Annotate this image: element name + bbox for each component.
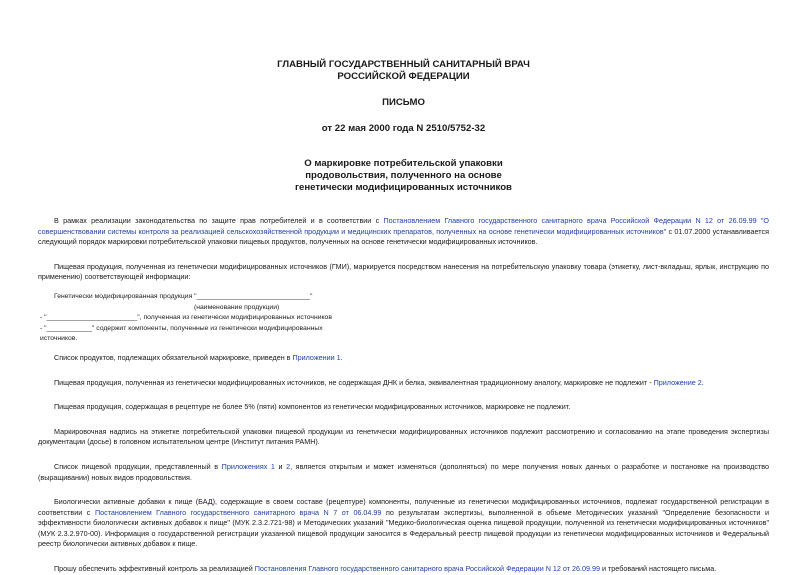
paragraph-3: Список продуктов, подлежащих обязательной маркировке, приведен в Приложении 1. bbox=[54, 352, 343, 362]
document-type: ПИСЬМО bbox=[382, 97, 425, 108]
link-resolution-12-b[interactable]: Постановления Главного государственного санитарного врача Российской Федерации N 12 от 26.09.99 bbox=[254, 564, 600, 574]
paragraph-5: Пищевая продукция, содержащая в рецептуре не более 5% (пяти) компонентов из генетически модифицированных источников, маркировке не подлежит. bbox=[54, 402, 571, 412]
link-resolution-7[interactable]: Постановлением Главного государственного санитарного врача N 7 от 06.04.99 bbox=[94, 507, 382, 517]
paragraph-6: Маркировочная надпись на этикетке потребительской упаковки пищевой продукции из генетически модифицированных источников подлежит рассмотрению и согласованию на этапе проведения экспертизы документации (досье) в головном испытательном центре (Институт питания РАМН). bbox=[38, 426, 769, 447]
form-line-4: - "____________" содержит компоненты, полученные из генетически модифицированных bbox=[40, 324, 323, 332]
issuer-line-2: РОССИЙСКОЙ ФЕДЕРАЦИИ bbox=[337, 71, 470, 82]
paragraph-1: В рамках реализации законодательства по защите прав потребителей и в соответствии с Постановлением Главного государственного санитарного врача Российской Федерации N 12 от 26.09.99 "О совершенствовании системы контроля за реализацией сельскохозяйственной продукции и медицинских препаратов, полученных на основе генетически модифицированных источников" с 01.07.2000 устанавливается следующий порядок маркировки потребительской упаковки пищевых продуктов, полученных на основе генетически модифицированных источников. bbox=[38, 216, 769, 247]
form-line-1: Генетически модифицированная продукция "______________________________" bbox=[54, 292, 313, 300]
paragraph-8: Биологически активные добавки к пище (БАД), содержащие в своем составе (рецептуре) компоненты, полученные из генетически модифицированных источников, подлежат государственной регистрации в соответствии с Постановлением Главного государственного санитарного врача N 7 от 06.04.99 по результатам экспертизы, выполненной в объеме Методических указаний "Определение безопасности и эффективности биологически активных добавок к пище" (МУК 2.3.2.721-98) и Методических указаний "Медико-биологическая оценка пищевой продукции, полученной из генетически модифицированных источников" (МУК 2.3.2.970-00). Информация о государственной регистрации указанной пищевой продукции заносится в Федеральный реестр пищевой продукции из генетически модифицированных источников и Федеральный реестр биологически активных добавок к пище. bbox=[38, 497, 769, 549]
form-line-2: (наименование продукции) bbox=[194, 303, 280, 311]
paragraph-7: Список пищевой продукции, представленный в Приложениях 1 и 2, является открытым и может изменяться (дополняться) по мере получения новых данных о разработке и постановке на производство (выращивании) новых видов продовольствия. bbox=[38, 461, 769, 482]
paragraph-2: Пищевая продукция, полученная из генетически модифицированных источников (ГМИ), маркируется посредством нанесения на потребительскую упаковку товара (этикетку, лист-вкладыш, ярлык, инструкцию по применению) соответствующей информации: bbox=[38, 261, 769, 282]
link-appendices-2[interactable]: 2 bbox=[286, 461, 291, 471]
link-appendix-2[interactable]: Приложение 2 bbox=[653, 377, 702, 387]
labeling-form-template bbox=[38, 292, 769, 345]
form-line-5: источников. bbox=[40, 335, 78, 343]
issuer-line-1: ГЛАВНЫЙ ГОСУДАРСТВЕННЫЙ САНИТАРНЫЙ ВРАЧ bbox=[277, 59, 530, 70]
form-line-3: - "________________________", полученная из генетически модифицированных источников bbox=[40, 314, 332, 322]
link-appendix-1[interactable]: Приложении 1 bbox=[292, 352, 341, 362]
link-resolution-12[interactable]: Постановлением Главного государственного санитарного врача Российской Федерации N 12 от 26.09.99 "О совершенствовании системы контроля за реализацией сельскохозяйственной продукции и медицинских препаратов, полученных на основе генетически модифицированных источников" bbox=[38, 216, 769, 236]
subject-line-1: О маркировке потребительской упаковки bbox=[304, 158, 503, 169]
document-subject bbox=[38, 158, 769, 194]
paragraph-9: Прошу обеспечить эффективный контроль за реализацией Постановления Главного государственного санитарного врача Российской Федерации N 12 от 26.09.99 и требований настоящего письма. bbox=[54, 564, 717, 574]
link-appendices-1[interactable]: Приложениях 1 bbox=[221, 461, 275, 471]
subject-line-2: продовольствия, полученного на основе bbox=[305, 170, 502, 181]
subject-line-3: генетически модифицированных источников bbox=[295, 182, 512, 193]
document-date-number: от 22 мая 2000 года N 2510/5752-32 bbox=[321, 123, 486, 134]
paragraph-4: Пищевая продукция, полученная из генетически модифицированных источников, не содержащая ДНК и белка, эквивалентная традиционному аналогу, маркировке не подлежит - Приложение 2. bbox=[54, 377, 704, 387]
